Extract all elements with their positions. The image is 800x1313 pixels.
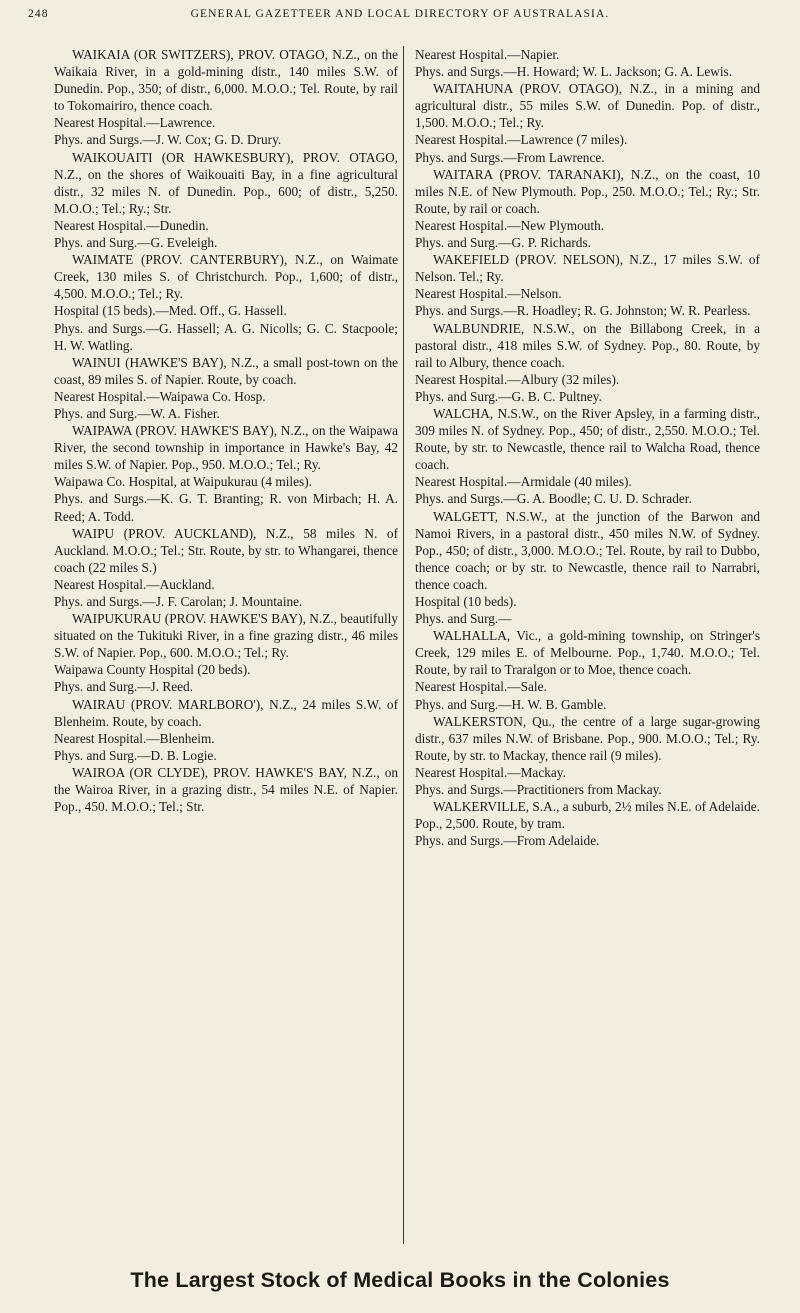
right-column — [415, 46, 760, 1246]
gazetteer-line: Phys. and Surg.—G. P. Richards. — [415, 235, 591, 251]
gazetteer-line: WALBUNDRIE, N.S.W., on the Billabong Creek, in a pastoral distr., 418 miles S.W. of Sydney. Pop., 80. Route, by rail to Albury, thence coach. — [415, 320, 760, 370]
gazetteer-line: Phys. and Surgs.—R. Hoadley; R. G. Johnston; W. R. Pearless. — [415, 303, 751, 319]
gazetteer-line: Phys. and Surg.— — [415, 611, 512, 627]
gazetteer-line: WAITARA (PROV. TARANAKI), N.Z., on the coast, 10 miles N.E. of New Plymouth. Pop., 250. M.O.O.; Tel.; Ry.; Str. Route, by rail or coach. — [415, 166, 760, 216]
gazetteer-line: WALKERSTON, Qu., the centre of a large sugar-growing distr., 637 miles N.W. of Brisbane. Pop., 900. M.O.O.; Tel.; Ry. Route, by str. to Mackay, thence rail (9 miles). — [415, 713, 760, 763]
gazetteer-line: Phys. and Surgs.—H. Howard; W. L. Jackson; G. A. Lewis. — [415, 64, 733, 80]
footer-banner: The Largest Stock of Medical Books in the Colonies — [130, 1268, 670, 1292]
gazetteer-line: Nearest Hospital.—Sale. — [415, 679, 547, 695]
column-divider — [403, 46, 404, 1244]
gazetteer-line: WALGETT, N.S.W., at the junction of the Barwon and Namoi Rivers, in a pastoral distr., 450 miles N.W. of Sydney. Pop., 450; of distr., 3,000. M.O.O.; Tel. Route, by rail to Dubbo, thence coach; or by str. to Newcastle, thence rail to Narrabri, thence coach. — [415, 508, 760, 592]
gazetteer-line: WAINUI (HAWKE'S BAY), N.Z., a small post-town on the coast, 89 miles S. of Napier. Route, by coach. — [54, 354, 398, 387]
gazetteer-line: Nearest Hospital.—New Plymouth. — [415, 217, 605, 233]
gazetteer-line: Nearest Hospital.—Albury (32 miles). — [415, 371, 620, 387]
gazetteer-line: Phys. and Surg.—G. B. C. Pultney. — [415, 388, 602, 404]
gazetteer-line: WALCHA, N.S.W., on the River Apsley, in a farming distr., 309 miles N. of Sydney. Pop., 450; of distr., 2,550. M.O.O.; Tel. Route, by str. to Newcastle, thence rail to Walcha Road, thence coach. — [415, 405, 760, 473]
gazetteer-line: WAIPU (PROV. AUCKLAND), N.Z., 58 miles N. of Auckland. M.O.O.; Tel.; Str. Route, by str. to Whangarei, thence coach (22 miles S.) — [54, 525, 398, 575]
gazetteer-line: Phys. and Surg.—D. B. Logie. — [54, 747, 217, 763]
gazetteer-line: Phys. and Surg.—J. Reed. — [54, 679, 194, 695]
gazetteer-line: Phys. and Surgs.—From Adelaide. — [415, 833, 600, 849]
gazetteer-line: Waipawa Co. Hospital, at Waipukurau (4 miles). — [54, 474, 312, 490]
gazetteer-line: Nearest Hospital.—Auckland. — [54, 576, 215, 592]
gazetteer-line: Phys. and Surgs.—K. G. T. Branting; R. von Mirbach; H. A. Reed; A. Todd. — [54, 491, 398, 524]
gazetteer-line: Phys. and Surgs.—From Lawrence. — [415, 149, 605, 165]
gazetteer-line: WALKERVILLE, S.A., a suburb, 2½ miles N.E. of Adelaide. Pop., 2,500. Route, by tram. — [415, 799, 760, 832]
gazetteer-line: Phys. and Surgs.—G. A. Boodle; C. U. D. Schrader. — [415, 491, 692, 507]
page-header — [28, 4, 772, 26]
gazetteer-line: Nearest Hospital.—Napier. — [415, 47, 560, 62]
gazetteer-line: Phys. and Surgs.—J. W. Cox; G. D. Drury. — [54, 132, 282, 148]
gazetteer-line: WAKEFIELD (PROV. NELSON), N.Z., 17 miles S.W. of Nelson. Tel.; Ry. — [415, 252, 760, 285]
gazetteer-line: Nearest Hospital.—Armidale (40 miles). — [415, 474, 632, 490]
running-title: GENERAL GAZETTEER AND LOCAL DIRECTORY OF AUSTRALASIA. — [190, 8, 610, 20]
gazetteer-line: Phys. and Surg.—H. W. B. Gamble. — [415, 696, 607, 712]
gazetteer-line: Nearest Hospital.—Waipawa Co. Hosp. — [54, 388, 266, 404]
gazetteer-line: WAITAHUNA (PROV. OTAGO), N.Z., in a mining and agricultural distr., 55 miles S.W. of Dunedin. Pop. of distr., 1,500. M.O.O.; Tel.; Ry. — [415, 81, 760, 131]
gazetteer-line: Hospital (15 beds).—Med. Off., G. Hassell. — [54, 303, 287, 319]
gazetteer-line: Hospital (10 beds). — [415, 594, 517, 609]
gazetteer-line: Nearest Hospital.—Blenheim. — [54, 730, 215, 746]
gazetteer-line: Nearest Hospital.—Mackay. — [415, 764, 566, 780]
gazetteer-line: Nearest Hospital.—Lawrence. — [54, 115, 216, 131]
gazetteer-line: Phys. and Surg.—G. Eveleigh. — [54, 235, 218, 251]
gazetteer-line: WAIPUKURAU (PROV. HAWKE'S BAY), N.Z., beautifully situated on the Tukituki River, in a fine grazing distr., 46 miles S.W. of Napier. Pop., 600. M.O.O.; Tel.; Ry. — [54, 611, 398, 661]
left-column — [54, 46, 398, 1246]
gazetteer-line: WAIKOUAITI (OR HAWKESBURY), PROV. OTAGO, N.Z., on the shores of Waikouaiti Bay, in a fine agricultural distr., 32 miles N. of Dunedin. Pop., 600; of distr., 5,250. M.O.O.; Tel.; Ry.; Str. — [54, 149, 398, 216]
gazetteer-line: Nearest Hospital.—Dunedin. — [54, 217, 209, 233]
gazetteer-line: Phys. and Surgs.—G. Hassell; A. G. Nicolls; G. C. Stacpoole; H. W. Watling. — [54, 320, 398, 353]
gazetteer-line: Nearest Hospital.—Lawrence (7 miles). — [415, 132, 628, 148]
page-number: 248 — [28, 8, 49, 20]
gazetteer-line: WAIKAIA (OR SWITZERS), PROV. OTAGO, N.Z., on the Waikaia River, in a gold-mining distr., 140 miles S.W. of Dunedin. Pop., 350; of distr., 6,000. M.O.O.; Tel. Route, by rail to Tokomairiro, thence coach. — [54, 47, 398, 114]
gazetteer-line: Waipawa County Hospital (20 beds). — [54, 662, 251, 678]
gazetteer-line: Phys. and Surgs.—J. F. Carolan; J. Mountaine. — [54, 594, 303, 609]
gazetteer-line: WAIROA (OR CLYDE), PROV. HAWKE'S BAY, N.Z., on the Wairoa River, in a grazing distr., 54 miles N.E. of Napier. Pop., 450. M.O.O.; Tel.; Str. — [54, 764, 398, 815]
gazetteer-line: Nearest Hospital.—Nelson. — [415, 286, 562, 302]
gazetteer-line: WAIPAWA (PROV. HAWKE'S BAY), N.Z., on the Waipawa River, the second township in importance in Hawke's Bay, 42 miles S.W. of Napier. Pop., 950. M.O.O.; Tel.; Ry. — [54, 423, 398, 473]
gazetteer-line: WAIRAU (PROV. MARLBORO'), N.Z., 24 miles S.W. of Blenheim. Route, by coach. — [54, 696, 398, 729]
gazetteer-line: Phys. and Surgs.—Practitioners from Mackay. — [415, 782, 662, 798]
gazetteer-line: Phys. and Surg.—W. A. Fisher. — [54, 405, 220, 421]
gazetteer-line: WALHALLA, Vic., a gold-mining township, on Stringer's Creek, 129 miles E. of Melbourne. Pop., 1,740. M.O.O.; Tel. Route, by rail to Traralgon or to Moe, thence coach. — [415, 628, 760, 678]
gazetteer-line: WAIMATE (PROV. CANTERBURY), N.Z., on Waimate Creek, 130 miles S. of Christchurch. Pop., 1,600; of distr., 4,500. M.O.O.; Tel.; Ry. — [54, 252, 398, 302]
